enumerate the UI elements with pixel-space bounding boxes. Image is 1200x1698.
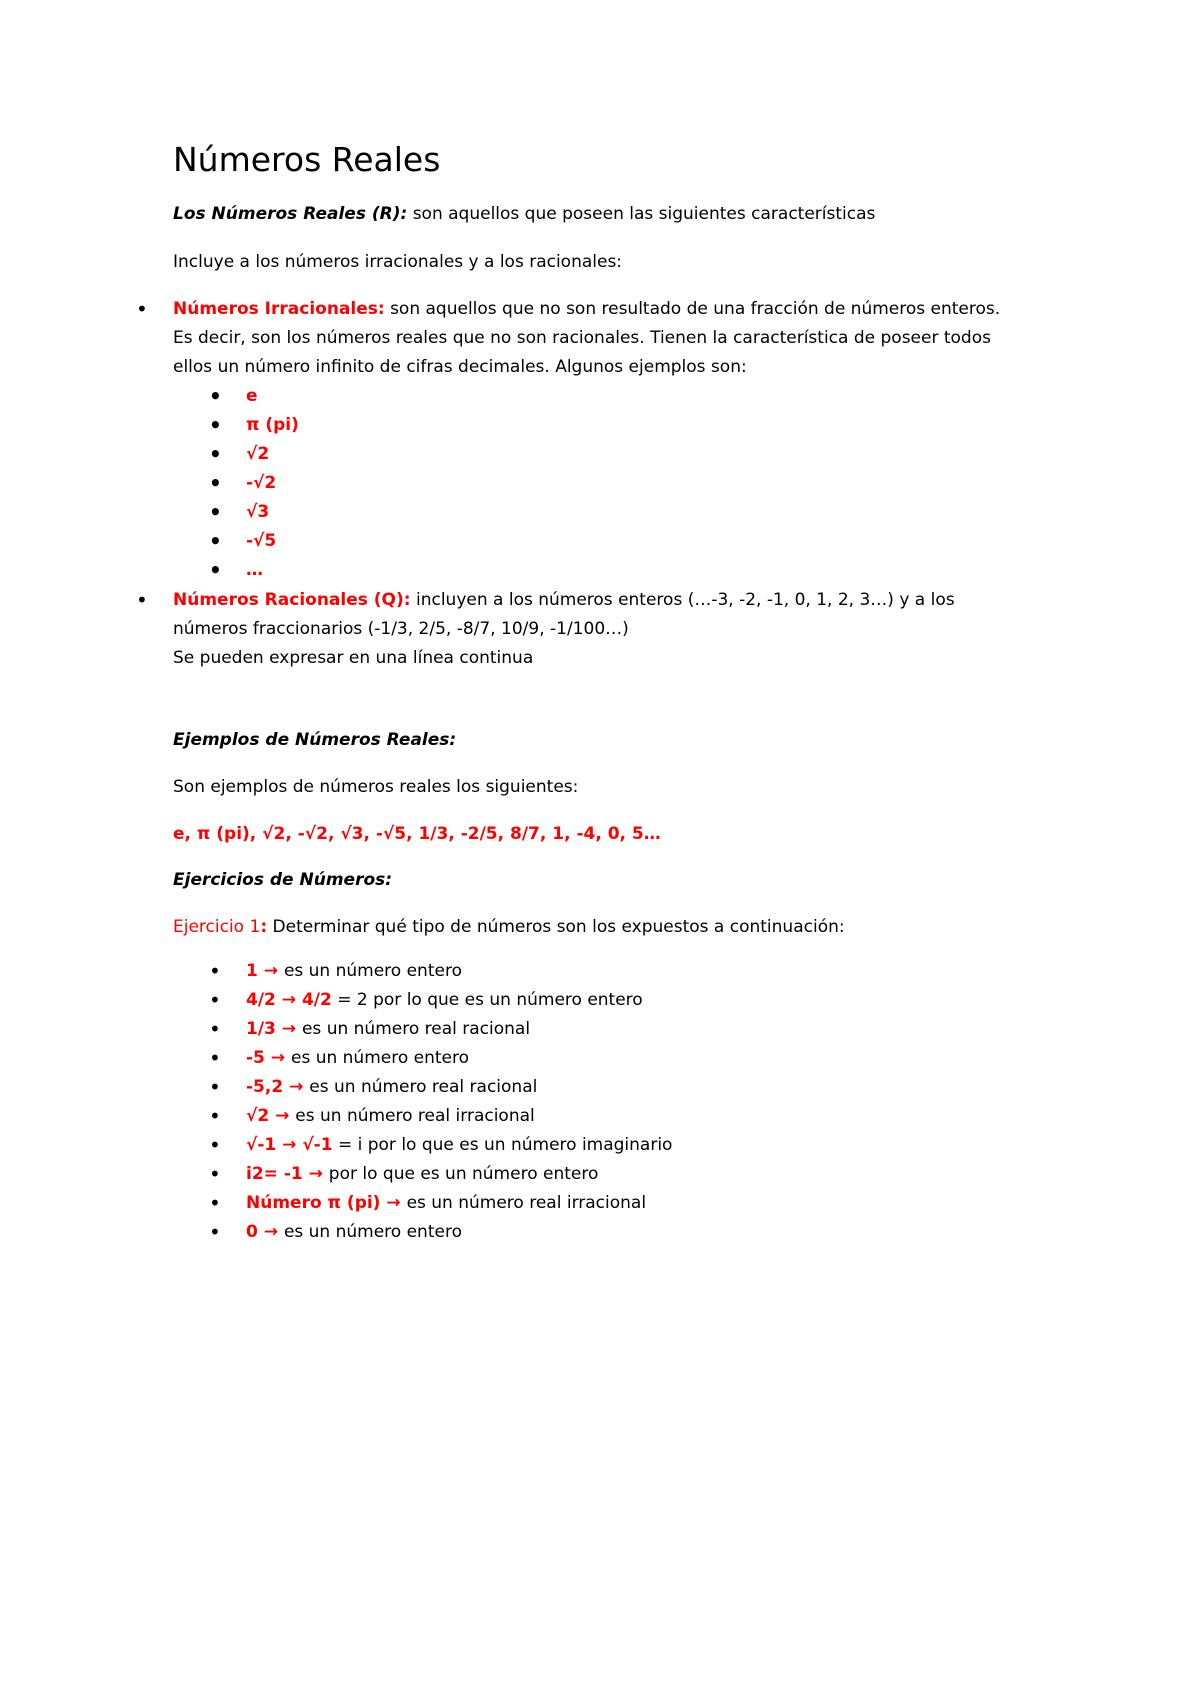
page-title: Números Reales xyxy=(173,140,441,179)
list-item xyxy=(246,1218,672,1247)
exercise-answer: = 2 por lo que es un número entero xyxy=(331,990,643,1010)
exercise-answer: es un número entero xyxy=(290,1048,470,1068)
types-list xyxy=(173,295,1073,382)
exercise-value: -5 xyxy=(246,1048,265,1068)
arrow-icon: → xyxy=(380,1193,407,1213)
racionales-line1: incluyen a los números enteros (…-3, -2, -1, 0, 1, 2, 3…) y a los xyxy=(410,590,955,610)
exercise-value: 1 xyxy=(246,961,258,981)
list-item: • -√2 xyxy=(246,469,299,498)
list-item xyxy=(246,1131,672,1160)
exercise-value: Número π (pi) xyxy=(246,1193,381,1213)
arrow-icon: → xyxy=(264,1048,291,1068)
arrow-icon: → xyxy=(283,1077,310,1097)
arrow-icon: → xyxy=(275,1019,302,1039)
exercise-value: 0 xyxy=(246,1222,258,1242)
exercise-answer: por lo que es un número entero xyxy=(328,1164,599,1184)
irracionales-line3: ellos un número infinito de cifras decimales. Algunos ejemplos son: xyxy=(173,357,747,377)
list-item-racionales xyxy=(173,586,1073,673)
exercise-answer: = i por lo que es un número imaginario xyxy=(332,1135,673,1155)
ejemplos-heading: Ejemplos de Números Reales: xyxy=(173,730,457,750)
list-item: • … xyxy=(246,556,299,585)
arrow-icon: → xyxy=(257,961,284,981)
racionales-term: Números Racionales (Q): xyxy=(173,590,411,610)
irracionales-line2: Es decir, son los números reales que no son racionales. Tienen la característica de poseer todos xyxy=(173,328,991,348)
list-item xyxy=(246,1102,672,1131)
exercise-value-repeat: 4/2 xyxy=(301,990,332,1010)
list-item xyxy=(246,1073,672,1102)
ejercicio1-colon: : xyxy=(260,917,268,937)
irracionales-line1: son aquellos que no son resultado de una fracción de números enteros. xyxy=(384,299,1001,319)
exercise-value: √-1 xyxy=(246,1135,277,1155)
intro-text: son aquellos que poseen las siguientes características xyxy=(407,204,876,224)
exercises-list xyxy=(246,957,672,1247)
list-item: • -√5 xyxy=(246,527,299,556)
exercise-value: 1/3 xyxy=(246,1019,276,1039)
intro-term: Los Números Reales (R): xyxy=(173,204,408,224)
arrow-icon: → xyxy=(276,1135,303,1155)
list-item: • e xyxy=(246,382,299,411)
exercise-value: i2= -1 xyxy=(246,1164,303,1184)
racionales-line3: Se pueden expresar en una línea continua xyxy=(173,648,534,668)
exercise-answer: es un número real racional xyxy=(309,1077,538,1097)
list-item xyxy=(246,957,672,986)
racionales-list xyxy=(173,586,1073,673)
arrow-icon: → xyxy=(302,1164,329,1184)
racionales-line2: números fraccionarios (-1/3, 2/5, -8/7, 10/9, -1/100…) xyxy=(173,619,629,639)
irracionales-examples-list xyxy=(246,382,299,585)
irracionales-term: Números Irracionales: xyxy=(173,299,385,319)
exercise-answer: es un número real irracional xyxy=(406,1193,647,1213)
list-item xyxy=(246,986,672,1015)
exercise-value: -5,2 xyxy=(246,1077,284,1097)
exercise-value: 4/2 xyxy=(246,990,276,1010)
exercise-value: √2 xyxy=(246,1106,270,1126)
ejercicio1-paragraph xyxy=(173,913,1073,942)
list-item xyxy=(246,1189,672,1218)
exercise-answer: es un número entero xyxy=(283,961,462,981)
intro-paragraph xyxy=(173,200,1073,229)
includes-paragraph: Incluye a los números irracionales y a los racionales: xyxy=(173,252,623,272)
ejercicios-heading: Ejercicios de Números: xyxy=(173,870,393,890)
arrow-icon: → xyxy=(257,1222,284,1242)
ejemplos-text: Son ejemplos de números reales los siguientes: xyxy=(173,777,579,797)
exercise-answer: es un número real irracional xyxy=(295,1106,535,1126)
list-item: • √2 xyxy=(246,440,299,469)
arrow-icon: → xyxy=(269,1106,296,1126)
exercise-answer: es un número real racional xyxy=(301,1019,531,1039)
list-item xyxy=(246,1160,672,1189)
ejercicio1-label: Ejercicio 1 xyxy=(173,917,261,937)
list-item: • √3 xyxy=(246,498,299,527)
list-item xyxy=(246,1015,672,1044)
list-item xyxy=(246,1044,672,1073)
ejercicio1-text: Determinar qué tipo de números son los expuestos a continuación: xyxy=(267,917,845,937)
ejemplos-list: e, π (pi), √2, -√2, √3, -√5, 1/3, -2/5, 8/7, 1, -4, 0, 5… xyxy=(173,824,661,844)
list-item-irracionales xyxy=(173,295,1073,382)
exercise-answer: es un número entero xyxy=(283,1222,462,1242)
list-item: • π (pi) xyxy=(246,411,299,440)
exercise-value-repeat: √-1 xyxy=(302,1135,333,1155)
arrow-icon: → xyxy=(275,990,302,1010)
